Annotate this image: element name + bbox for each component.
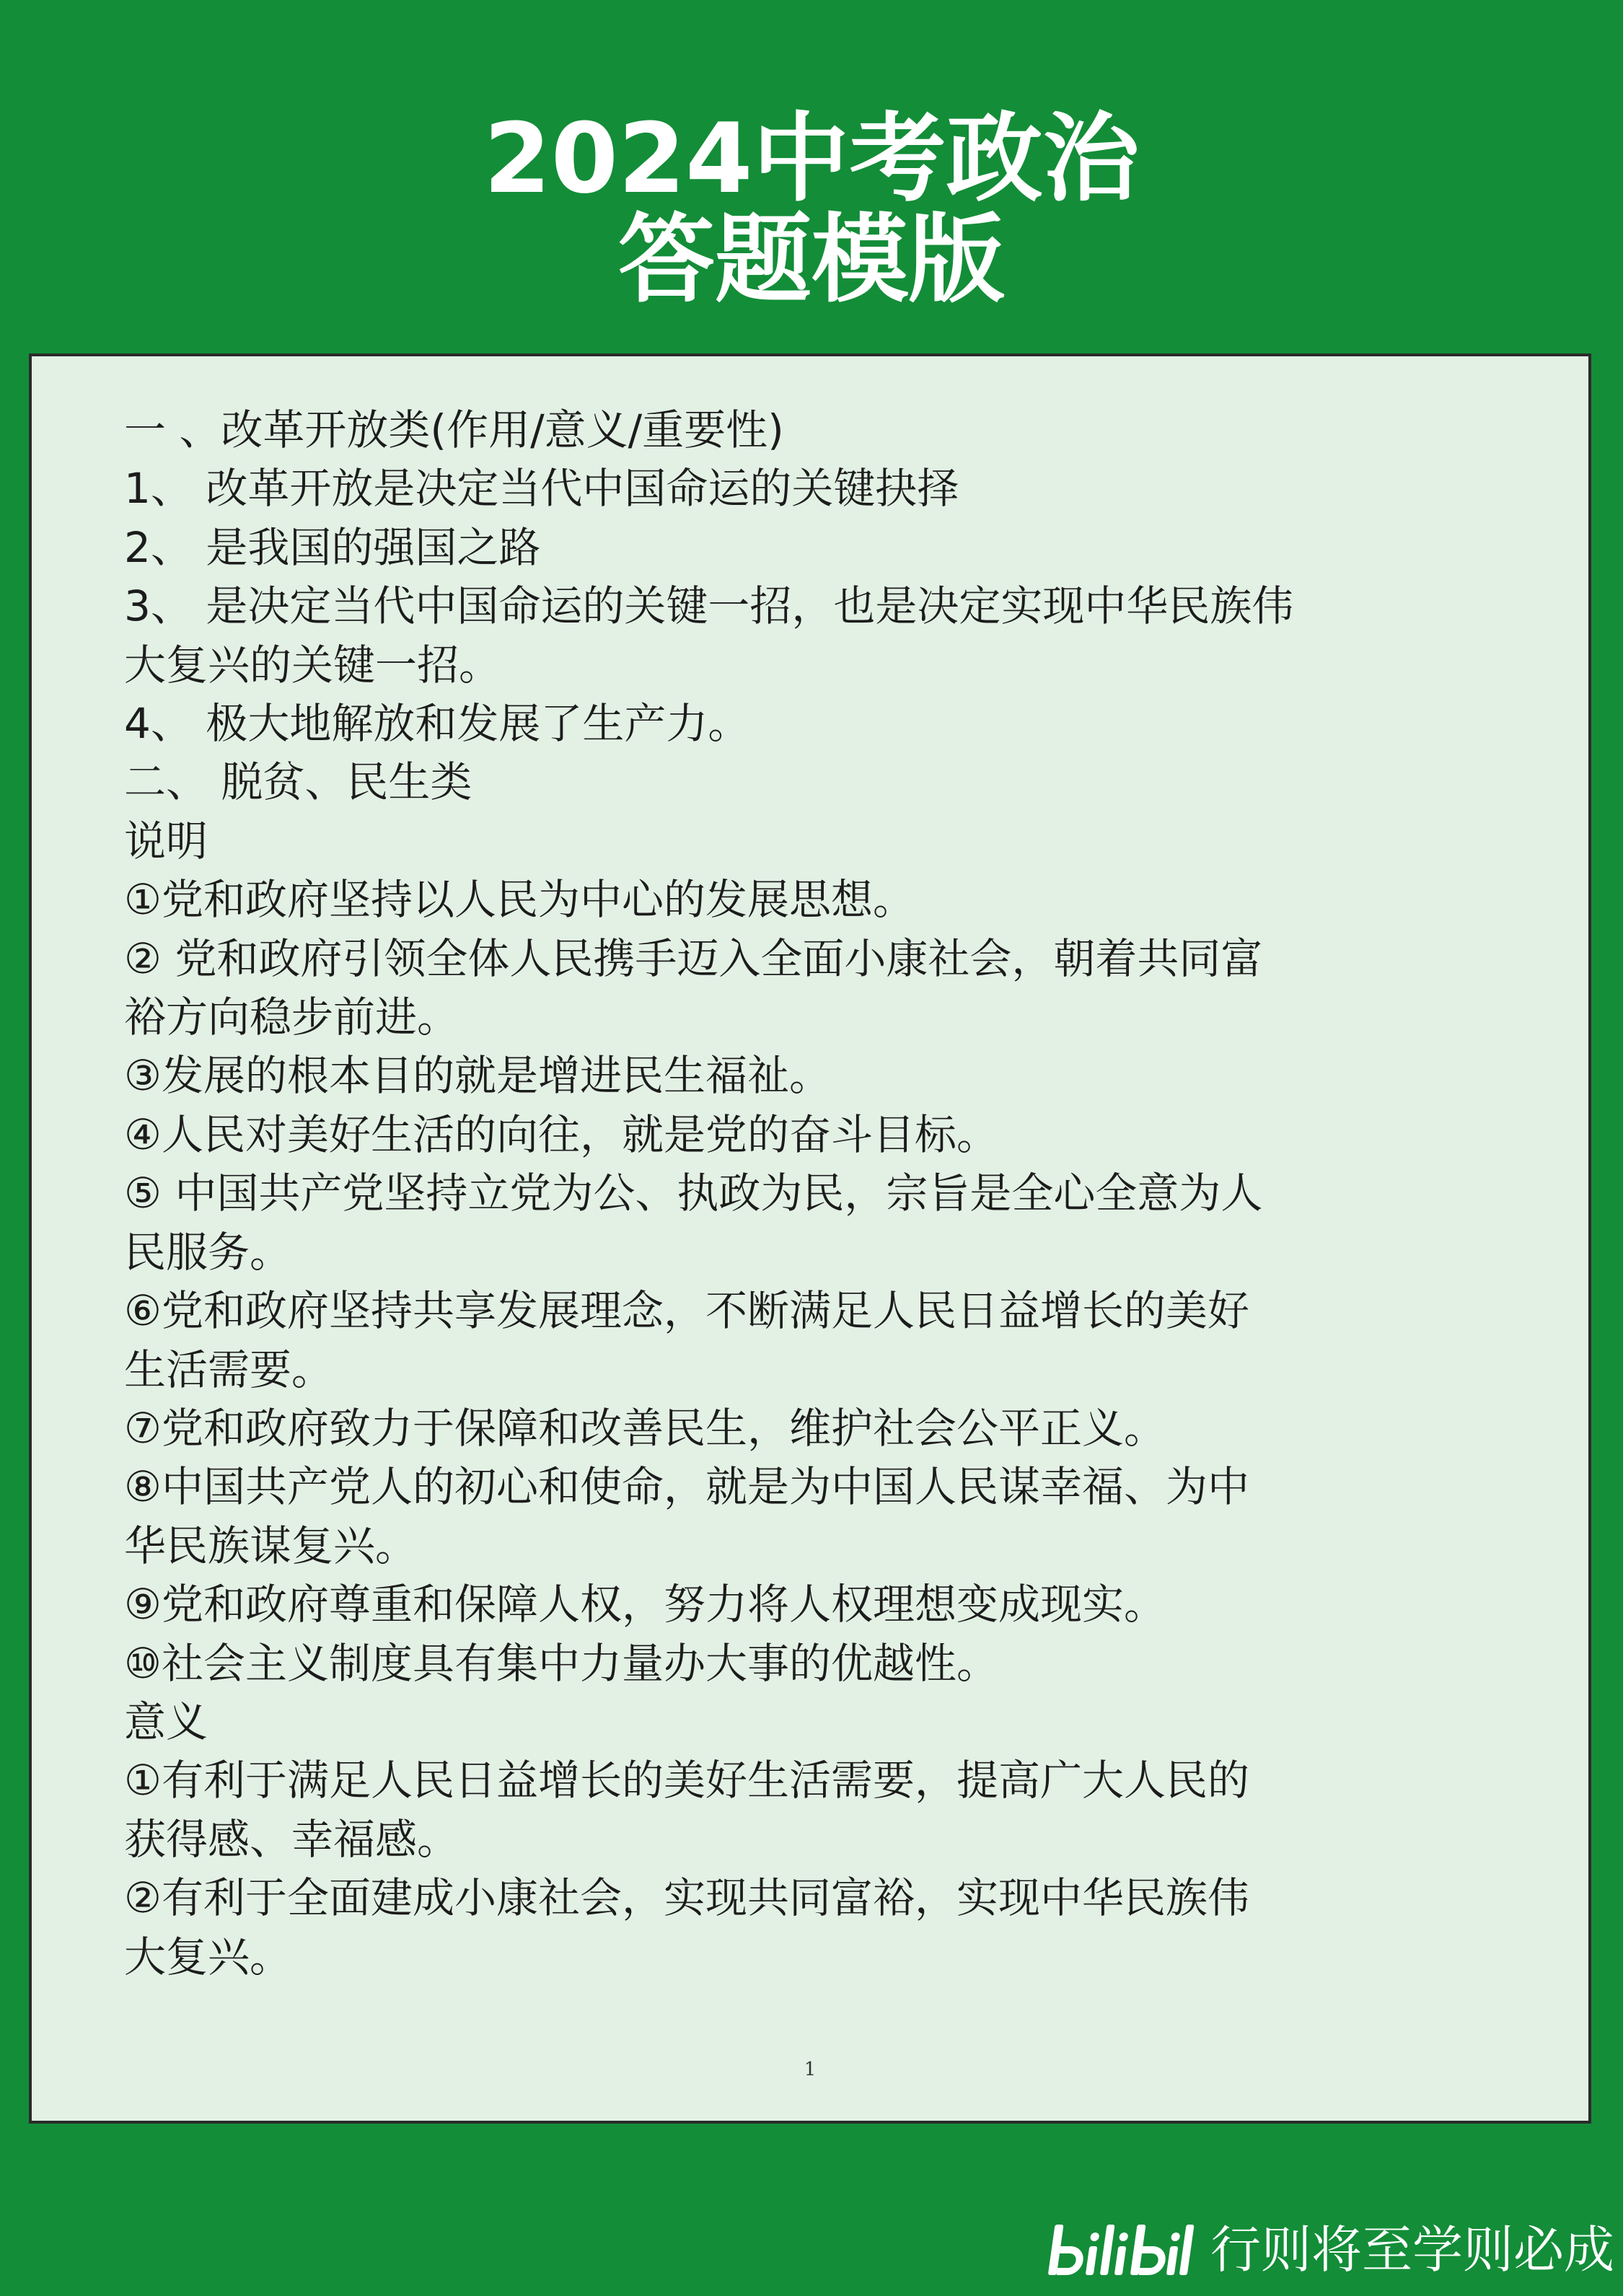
title-line-2: 答题模版: [617, 203, 1005, 316]
list-item: ④人民对美好生活的向往，就是党的奋斗目标。: [124, 1109, 998, 1159]
list-item: 4、 极大地解放和发展了生产力。: [124, 699, 750, 749]
page-title: [0, 102, 1623, 316]
list-item-continuation: 大复兴的关键一招。: [124, 640, 501, 690]
page-number: 1: [804, 2059, 817, 2080]
list-item: ①党和政府坚持以人民为中心的发展思想。: [124, 875, 915, 925]
subheading: 意义: [124, 1697, 208, 1746]
list-item-continuation: 获得感、幸福感。: [124, 1814, 459, 1864]
list-item: ①有利于满足人民日益增长的美好生活需要，提高广大人民的: [124, 1756, 1249, 1805]
list-item: ⑦党和政府致力于保障和改善民生，维护社会公平正义。: [124, 1403, 1166, 1453]
watermark-text: 行则将至学则必成: [1210, 2220, 1614, 2279]
content-body: [124, 401, 1531, 1987]
list-item: 3、 是决定当代中国命运的关键一招，也是决定实现中华民族伟: [124, 581, 1294, 631]
list-item: 2、 是我国的强国之路: [124, 522, 541, 572]
subheading: 说明: [124, 816, 208, 866]
watermark: [1043, 2214, 1614, 2286]
list-item-continuation: 华民族谋复兴。: [124, 1521, 418, 1570]
list-item-continuation: 裕方向稳步前进。: [124, 993, 459, 1042]
list-item: ⑨党和政府尊重和保障人权，努力将人权理想变成现实。: [124, 1580, 1166, 1629]
list-item-continuation: 民服务。: [124, 1227, 292, 1277]
bilibili-logo-icon: [1043, 2217, 1202, 2282]
list-item: ② 党和政府引领全体人民携手迈入全面小康社会，朝着共同富: [124, 933, 1263, 983]
list-item: ③发展的根本目的就是增进民生福祉。: [124, 1051, 831, 1101]
list-item-continuation: 大复兴。: [124, 1932, 292, 1981]
section-heading: 二、 脱贫、民生类: [124, 757, 472, 807]
list-item-continuation: 生活需要。: [124, 1345, 334, 1394]
section-heading: 一 、改革开放类(作用/意义/重要性): [124, 405, 784, 454]
list-item: ⑧中国共产党人的初心和使命，就是为中国人民谋幸福、为中: [124, 1462, 1249, 1512]
list-item: ⑩社会主义制度具有集中力量办大事的优越性。: [124, 1638, 998, 1688]
list-item: 1、 改革开放是决定当代中国命运的关键抉择: [124, 464, 959, 514]
title-line-1: 2024中考政治: [483, 102, 1140, 215]
list-item: ②有利于全面建成小康社会，实现共同富裕，实现中华民族伟: [124, 1873, 1249, 1923]
list-item: ⑥党和政府坚持共享发展理念，不断满足人民日益增长的美好: [124, 1286, 1249, 1336]
list-item: ⑤ 中国共产党坚持立党为公、执政为民，宗旨是全心全意为人: [124, 1169, 1263, 1218]
content-card: [29, 353, 1591, 2124]
